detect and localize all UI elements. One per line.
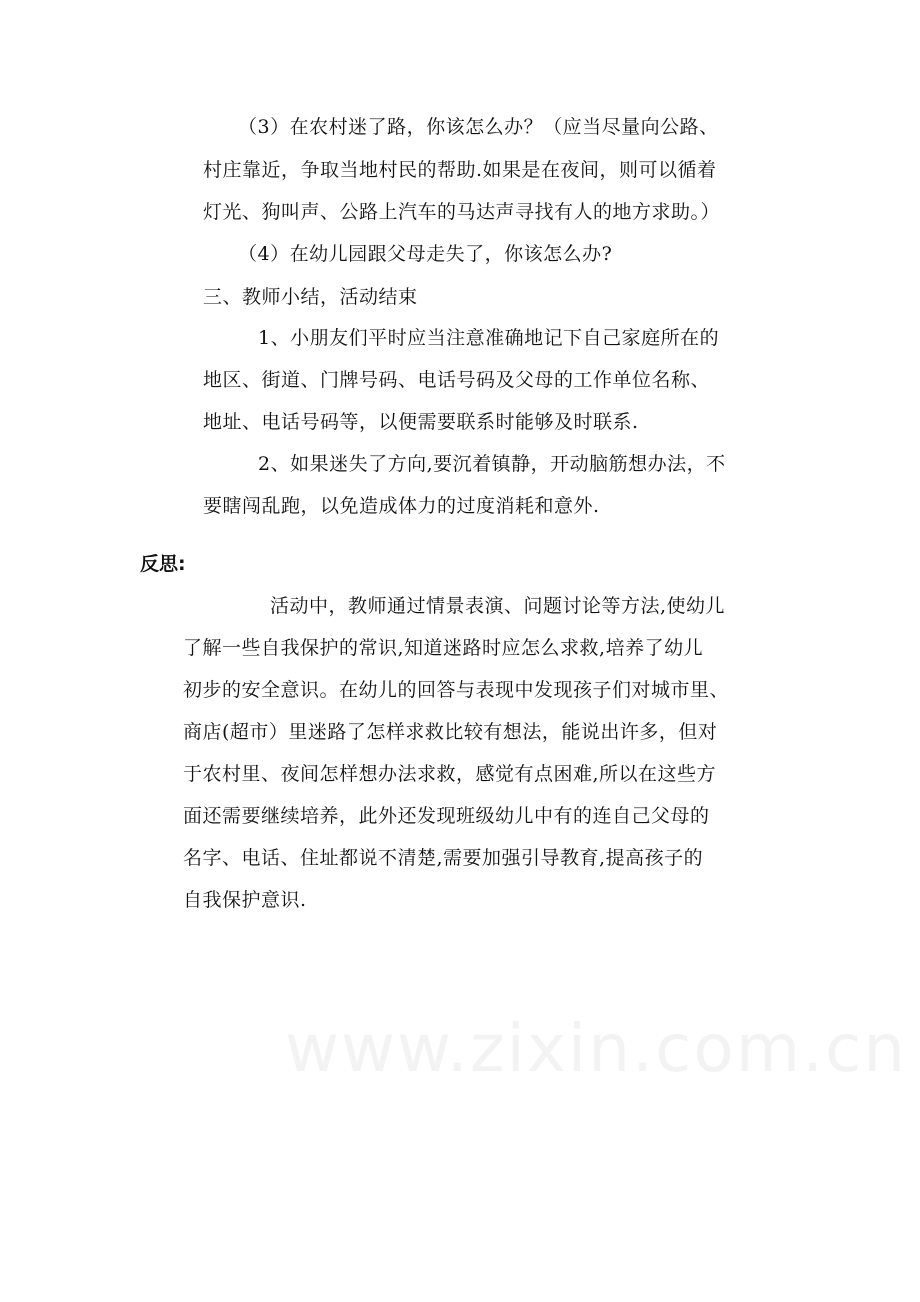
- q3-line-2: 村庄靠近，争取当地村民的帮助.如果是在夜间，则可以循着: [203, 159, 717, 181]
- watermark-text: www.zixin.com.cn: [285, 1010, 908, 1087]
- q3-line-3: 灯光、狗叫声、公路上汽车的马达声寻找有人的地方求助。）: [203, 201, 721, 223]
- point1-line-3: 地址、电话号码等，以便需要联系时能够及时联系.: [203, 411, 639, 433]
- point2-line-1: 2、如果迷失了方向,要沉着镇静，开动脑筋想办法，不: [258, 453, 726, 475]
- reflection-heading: 反思:: [140, 553, 186, 575]
- point2-line-2: 要瞎闯乱跑，以免造成体力的过度消耗和意外.: [203, 495, 600, 517]
- reflection-line-5: 于农村里、夜间怎样想办法求救，感觉有点困难,所以在这些方: [183, 763, 717, 785]
- reflection-line-7: 名字、电话、住址都说不清楚,需要加强引导教育,提高孩子的: [183, 847, 704, 869]
- reflection-line-1: 活动中，教师通过情景表演、问题讨论等方法,使幼儿: [270, 595, 726, 617]
- step3-title: 三、教师小结，活动结束: [203, 286, 418, 308]
- q3-line-1: （3）在农村迷了路，你该怎么办？（应当尽量向公路、: [238, 116, 719, 138]
- reflection-line-6: 面还需要继续培养，此外还发现班级幼儿中有的连自己父母的: [183, 805, 710, 827]
- reflection-line-2: 了解一些自我保护的常识,知道迷路时应怎么求救,培养了幼儿: [183, 637, 704, 659]
- reflection-line-3: 初步的安全意识。在幼儿的回答与表现中发现孩子们对城市里、: [183, 679, 730, 701]
- point1-line-2: 地区、街道、门牌号码、电话号码及父母的工作单位名称、: [203, 369, 711, 391]
- reflection-line-4: 商店(超市）里迷路了怎样求救比较有想法，能说出许多，但对: [183, 721, 718, 743]
- q4-line: （4）在幼儿园跟父母走失了，你该怎么办?: [238, 243, 613, 265]
- reflection-line-8: 自我保护意识.: [183, 889, 307, 911]
- point1-line-1: 1、小朋友们平时应当注意准确地记下自己家庭所在的: [258, 327, 720, 349]
